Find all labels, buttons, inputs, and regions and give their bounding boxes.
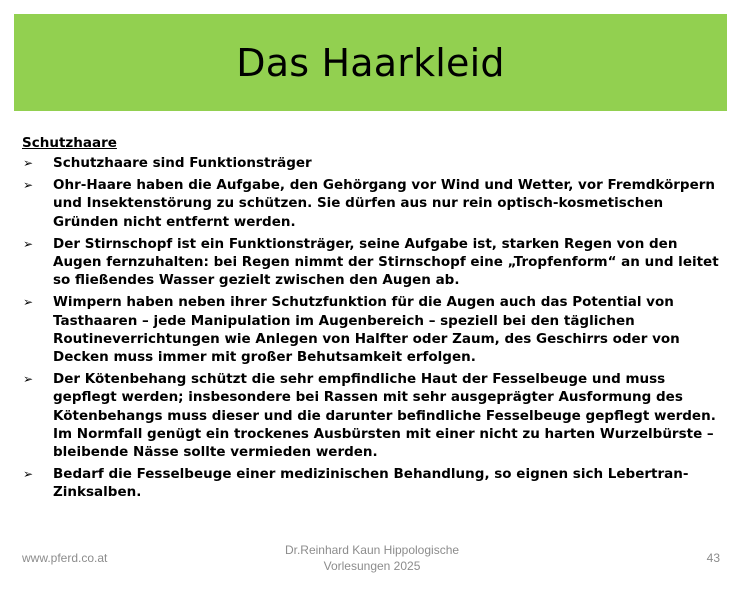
section-heading: Schutzhaare — [22, 135, 117, 151]
arrow-bullet-icon: ➢ — [23, 156, 34, 170]
footer-author-line1: Dr.Reinhard Kaun Hippologische — [284, 543, 460, 557]
page-number: 43 — [706, 551, 720, 565]
title-bar — [14, 14, 727, 111]
bullet-text: Ohr-Haare haben die Aufgabe, den Gehörgang vor Wind und Wetter, vor Fremdkörpern und Insektenstörung zu schützen. Sie dürfen aus nur rein optisch-kosmetischen Gründen nicht entfernt werden. — [53, 177, 716, 230]
arrow-bullet-icon: ➢ — [23, 178, 34, 193]
bullet-item — [22, 235, 722, 290]
bullet-text: Wimpern haben neben ihrer Schutzfunktion für die Augen auch das Potential von Tasthaaren – jede Manipulation im Augenbereich – speziell bei den täglichen Routineverrichtungen wie Anlegen von Halfter oder Zaum, des Geschirrs oder von Decken muss immer mit großer Behutsamkeit erfolgen. — [53, 294, 680, 366]
bullet-item — [22, 293, 722, 366]
bullet-text: Der Kötenbehang schützt die sehr empfindliche Haut der Fesselbeuge und muss gepflegt werden; insbesondere bei Rassen mit sehr ausgeprägter Ausformung des Kötenbehangs muss dieser und die darunter befindliche Fesselbeuge gepflegt werden. Im Normfall genügt ein trockenes Ausbürsten mit einer nicht zu harten Wurzelbürste – bleibende Nässe sollte vermieden werden. — [53, 371, 716, 461]
bullet-item — [22, 370, 722, 461]
bullet-item — [22, 465, 722, 501]
footer-author — [222, 542, 522, 574]
footer-author-line2: Vorlesungen 2025 — [323, 559, 421, 573]
bullet-text: Bedarf die Fesselbeuge einer medizinischen Behandlung, so eignen sich Lebertran-Zinksalben. — [53, 466, 689, 501]
arrow-bullet-icon: ➢ — [23, 467, 34, 482]
slide-content — [22, 134, 722, 506]
bullet-text: Der Stirnschopf ist ein Funktionsträger, seine Aufgabe ist, starken Regen von den Augen fernzuhalten: bei Regen nimmt der Stirnschopf eine „Tropfenform“ an und leitet so fließendes Wasser gezielt zwischen den Augen ab. — [53, 235, 719, 289]
bullet-item — [22, 154, 722, 172]
arrow-bullet-icon: ➢ — [23, 372, 34, 387]
arrow-bullet-icon: ➢ — [23, 236, 34, 251]
slide-title: Das Haarkleid — [236, 40, 505, 85]
bullet-item — [22, 176, 722, 231]
bullet-text: Schutzhaare sind Funktionsträger — [53, 155, 312, 171]
arrow-bullet-icon: ➢ — [23, 295, 34, 310]
bullet-list — [22, 154, 722, 502]
footer-website: www.pferd.co.at — [22, 551, 108, 565]
